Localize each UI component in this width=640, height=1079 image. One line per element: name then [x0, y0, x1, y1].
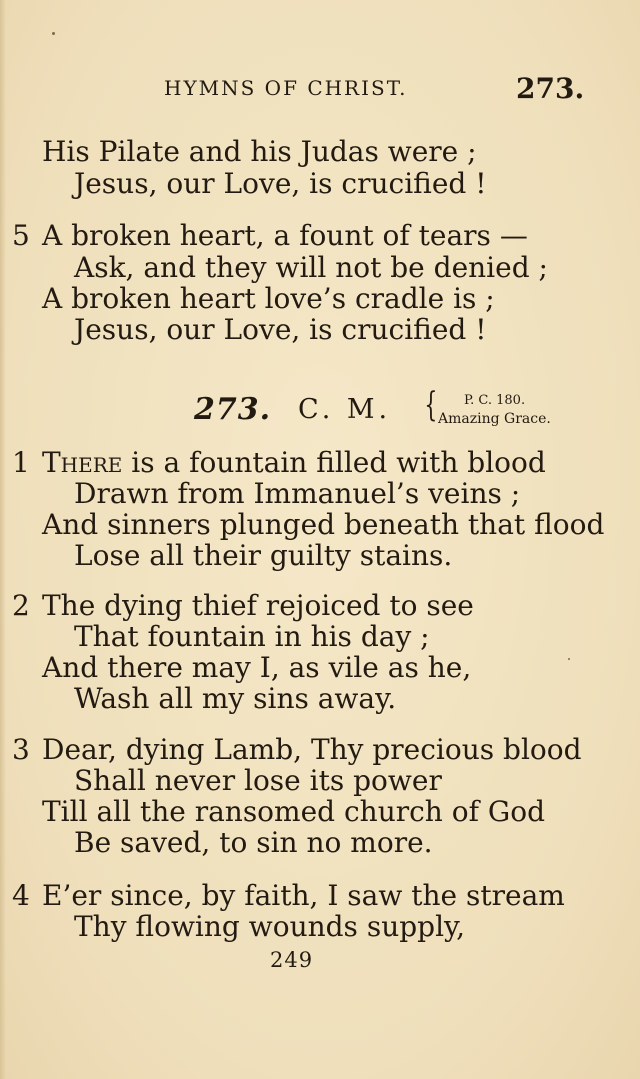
paper-speck [52, 32, 55, 35]
verse-line: Jesus, our Love, is crucified ! [74, 167, 487, 200]
verse-number: 4 [12, 879, 30, 912]
verse-line: Lose all their guilty stains. [74, 539, 453, 572]
hymn-heading [0, 385, 640, 432]
verse-line: Wash all my sins away. [74, 682, 397, 715]
paper-speck [568, 658, 570, 660]
verse-number: 3 [12, 733, 30, 766]
verse-line: Shall never lose its power [74, 764, 442, 797]
verse-number: 2 [12, 589, 30, 622]
verse-number: 5 [12, 219, 30, 252]
verse-line: That fountain in his day ; [74, 620, 430, 653]
verse-line: And there may I, as vile as he, [42, 651, 472, 684]
hymn-meter: C. M. [298, 394, 392, 425]
verse-line: Dear, dying Lamb, Thy precious blood [42, 733, 582, 766]
verse-line: A broken heart love’s cradle is ; [42, 282, 495, 315]
verse-number: 1 [12, 446, 30, 479]
verse-line: The dying thief rejoiced to see [42, 589, 474, 622]
tune-reference: P. C. 180. [464, 393, 526, 408]
first-line-rest: is a fountain filled with blood [122, 446, 546, 479]
verse-line: Jesus, our Love, is crucified ! [74, 313, 487, 346]
verse-line: Ask, and they will not be denied ; [74, 251, 548, 284]
verse-line: A broken heart, a fount of tears — [42, 219, 528, 252]
hymn-number: 273. [194, 392, 272, 427]
tune-name: Amazing Grace. [438, 411, 551, 427]
verse-line [42, 446, 546, 479]
verse-line: Drawn from Immanuel’s veins ; [74, 477, 521, 510]
header-hymn-number: 273. [516, 72, 585, 105]
page-edge-shadow [0, 0, 6, 1079]
running-header [0, 72, 640, 106]
verse-line: Thy flowing wounds supply, [74, 910, 466, 943]
verse-line: Be saved, to sin no more. [74, 826, 433, 859]
running-title: HYMNS OF CHRIST. [164, 76, 408, 100]
verse-line: And sinners plunged beneath that flood [42, 508, 605, 541]
verse-line: Till all the ransomed church of God [42, 795, 546, 828]
page-number: 249 [270, 948, 314, 972]
verse-line: E’er since, by faith, I saw the stream [42, 879, 565, 912]
verse-line: His Pilate and his Judas were ; [42, 135, 477, 168]
first-word: There [42, 446, 123, 479]
tune-brace: { [424, 385, 438, 425]
